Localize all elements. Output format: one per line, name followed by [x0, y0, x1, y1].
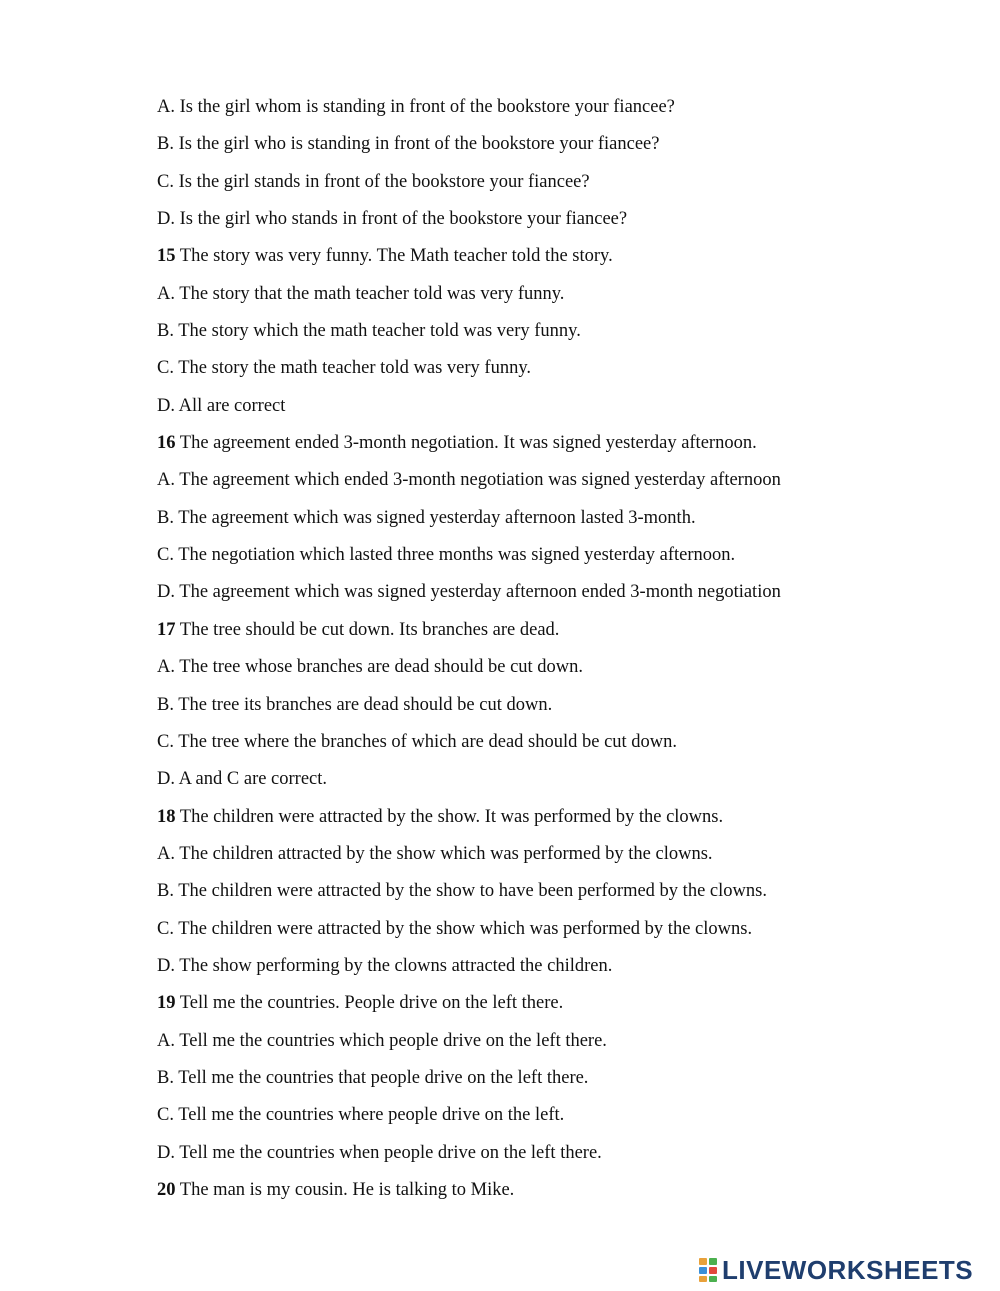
answer-option	[157, 276, 857, 313]
option-text: C. Is the girl stands in front of the bookstore your fiancee?	[157, 171, 590, 192]
option-text: B. Is the girl who is standing in front of the bookstore your fiancee?	[157, 134, 660, 155]
option-text: D. Is the girl who stands in front of the bookstore your fiancee?	[157, 209, 628, 230]
answer-option	[157, 649, 857, 686]
question-text: The agreement ended 3-month negotiation. It was signed yesterday afternoon.	[175, 433, 757, 454]
logo-wordmark: LIVEWORKSHEETS	[722, 1255, 974, 1285]
option-text: D. Tell me the countries when people drive on the left there.	[157, 1142, 602, 1163]
answer-option	[157, 1097, 857, 1134]
option-text: A. The tree whose branches are dead should be cut down.	[157, 657, 584, 678]
answer-option	[157, 948, 857, 985]
answer-option	[157, 761, 857, 798]
answer-option	[157, 836, 857, 873]
answer-option	[157, 724, 857, 761]
option-text: C. The story the math teacher told was very funny.	[157, 358, 532, 379]
answer-option	[157, 574, 857, 611]
answer-option	[157, 164, 857, 201]
answer-option	[157, 462, 857, 499]
option-text: C. Tell me the countries where people drive on the left.	[157, 1105, 565, 1126]
question-number: 15	[157, 246, 176, 267]
answer-option	[157, 911, 857, 948]
answer-option	[157, 1023, 857, 1060]
answer-option	[157, 1060, 857, 1097]
option-text: D. The show performing by the clowns attracted the children.	[157, 955, 613, 976]
question-list	[157, 89, 857, 1209]
option-text: C. The children were attracted by the show which was performed by the clowns.	[157, 918, 753, 939]
option-text: D. A and C are correct.	[157, 769, 328, 790]
option-text: B. Tell me the countries that people drive on the left there.	[157, 1067, 589, 1088]
liveworksheets-logo-icon	[698, 1257, 718, 1283]
answer-option	[157, 687, 857, 724]
option-text: C. The negotiation which lasted three months was signed yesterday afternoon.	[157, 545, 736, 566]
question-stem	[157, 799, 857, 836]
answer-option	[157, 500, 857, 537]
question-number: 16	[157, 433, 176, 454]
answer-option	[157, 126, 857, 163]
option-text: A. Tell me the countries which people drive on the left there.	[157, 1030, 607, 1051]
option-text: D. All are correct	[157, 395, 286, 416]
option-text: B. The story which the math teacher told was very funny.	[157, 321, 581, 342]
question-stem	[157, 612, 857, 649]
question-text: The tree should be cut down. Its branches are dead.	[175, 619, 560, 640]
answer-option	[157, 388, 857, 425]
question-stem	[157, 425, 857, 462]
option-text: A. Is the girl whom is standing in front of the bookstore your fiancee?	[157, 97, 675, 117]
option-text: B. The tree its branches are dead should be cut down.	[157, 694, 553, 715]
question-text: Tell me the countries. People drive on the left there.	[175, 993, 564, 1014]
option-text: B. The children were attracted by the show to have been performed by the clowns.	[157, 881, 767, 902]
question-number: 20	[157, 1179, 176, 1200]
question-text: The man is my cousin. He is talking to Mike.	[175, 1179, 515, 1200]
answer-option	[157, 537, 857, 574]
option-text: B. The agreement which was signed yesterday afternoon lasted 3-month.	[157, 507, 696, 528]
option-text: A. The story that the math teacher told was very funny.	[157, 283, 565, 304]
answer-option	[157, 1135, 857, 1172]
question-text: The children were attracted by the show. It was performed by the clowns.	[175, 806, 724, 827]
question-number: 18	[157, 806, 176, 827]
answer-option	[157, 201, 857, 238]
answer-option	[157, 313, 857, 350]
question-number: 19	[157, 993, 176, 1014]
option-text: A. The agreement which ended 3-month negotiation was signed yesterday afternoon	[157, 470, 781, 491]
option-text: D. The agreement which was signed yesterday afternoon ended 3-month negotiation	[157, 582, 781, 603]
liveworksheets-logo[interactable]	[698, 1255, 973, 1285]
question-text: The story was very funny. The Math teacher told the story.	[175, 246, 613, 267]
option-text: A. The children attracted by the show which was performed by the clowns.	[157, 843, 713, 864]
question-stem	[157, 985, 857, 1022]
question-stem	[157, 238, 857, 275]
answer-option	[157, 89, 857, 126]
answer-option	[157, 350, 857, 387]
question-stem	[157, 1172, 857, 1209]
option-text: C. The tree where the branches of which are dead should be cut down.	[157, 731, 678, 752]
answer-option	[157, 873, 857, 910]
question-number: 17	[157, 619, 176, 640]
